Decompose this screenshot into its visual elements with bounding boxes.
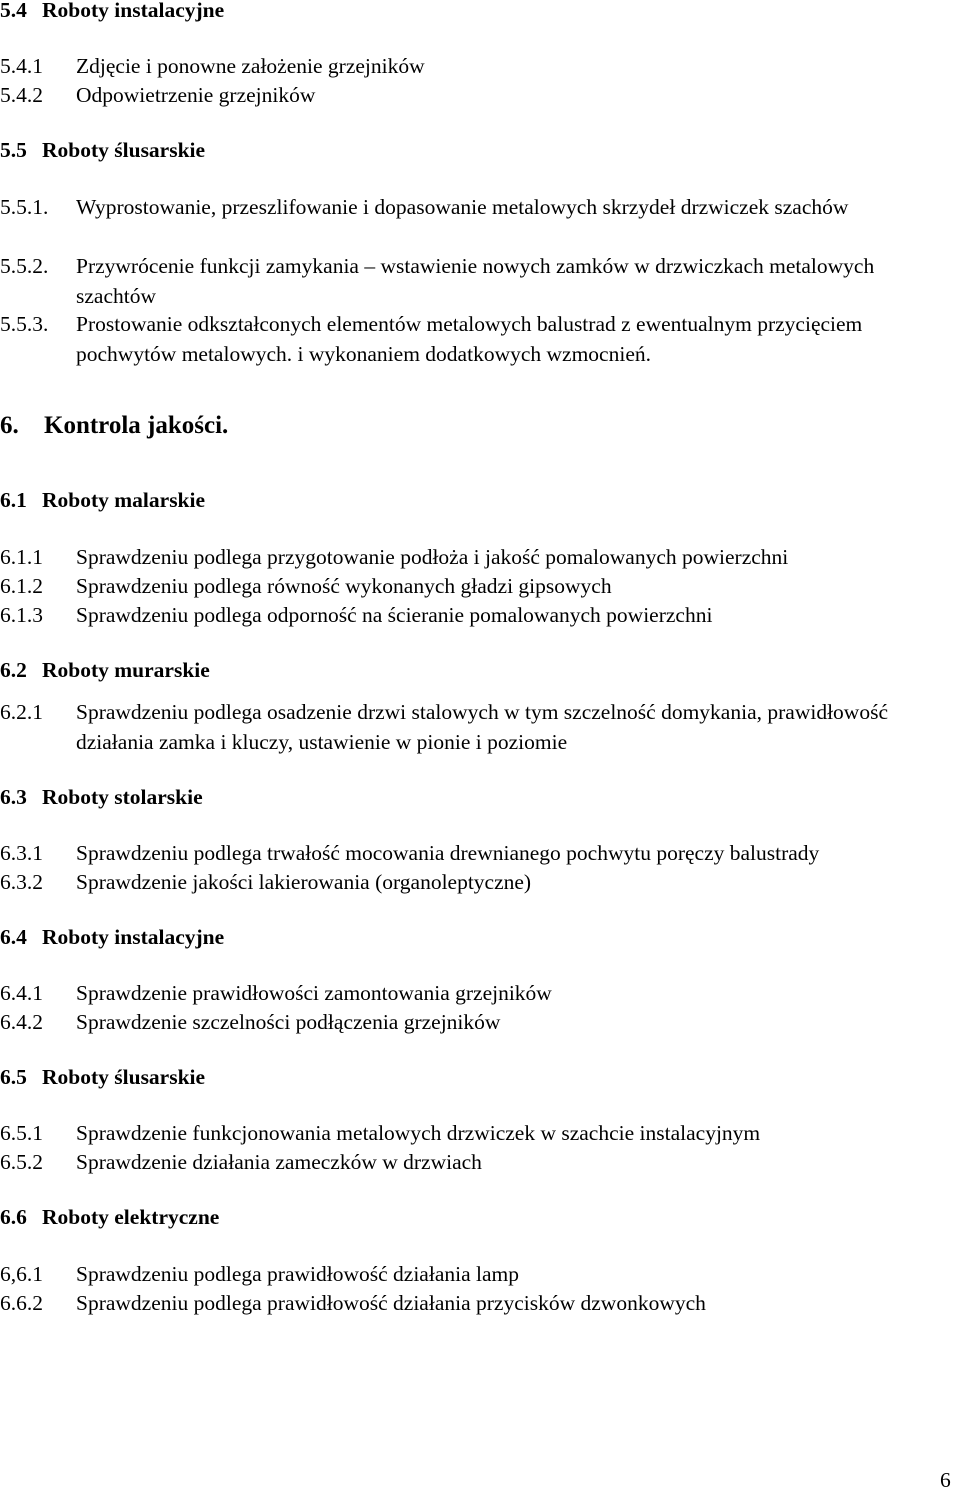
item-5-5-1	[0, 192, 960, 222]
heading-6	[0, 411, 228, 441]
item-text: Sprawdzeniu podlega przygotowanie podłoża i jakość pomalowanych powierzchni	[76, 545, 789, 569]
item-text: Zdjęcie i ponowne założenie grzejników	[76, 54, 425, 78]
item-number: 6.2.1	[0, 700, 43, 724]
heading-number: 6.	[0, 412, 19, 439]
item-number: 6.1.1	[0, 545, 43, 569]
heading-title: Roboty stolarskie	[42, 785, 203, 809]
item-number: 6.5.1	[0, 1121, 43, 1145]
item-text: Sprawdzeniu podlega prawidłowość działania przycisków dzwonkowych	[76, 1291, 706, 1315]
item-text: Sprawdzenie prawidłowości zamontowania grzejników	[76, 981, 552, 1005]
heading-title: Roboty malarskie	[42, 488, 206, 512]
item-number: 6.3.1	[0, 841, 43, 865]
item-number: 5.5.2.	[0, 254, 49, 278]
item-5-5-2	[0, 251, 960, 311]
item-text: Odpowietrzenie grzejników	[76, 83, 316, 107]
heading-6-1	[0, 485, 205, 515]
item-number: 5.4.1	[0, 54, 43, 78]
heading-title: Roboty instalacyjne	[42, 925, 225, 949]
item-text: Przywrócenie funkcji zamykania – wstawienie nowych zamków w drzwiczkach metalowych szachtów	[76, 254, 875, 308]
heading-number: 6.4	[0, 925, 27, 949]
item-6-6-2	[0, 1288, 960, 1318]
heading-title: Roboty ślusarskie	[42, 1065, 206, 1089]
heading-title: Roboty ślusarskie	[42, 138, 206, 162]
heading-number: 6.5	[0, 1065, 27, 1089]
heading-5-5	[0, 135, 205, 165]
page-number: 6	[940, 1468, 951, 1492]
item-6-4-2	[0, 1007, 960, 1037]
item-number: 5.4.2	[0, 83, 43, 107]
item-number: 6,6.1	[0, 1262, 43, 1286]
heading-6-5	[0, 1062, 205, 1092]
heading-number: 5.4	[0, 0, 27, 22]
item-5-4-2	[0, 80, 960, 110]
heading-6-4	[0, 922, 224, 952]
heading-number: 6.6	[0, 1205, 27, 1229]
heading-5-4	[0, 0, 224, 25]
item-6-1-2	[0, 571, 960, 601]
item-text: Sprawdzeniu podlega osadzenie drzwi stalowych w tym szczelność domykania, prawidłowość działania zamka i kluczy, ustawienie w pionie i poziomie	[76, 700, 888, 754]
item-number: 6.5.2	[0, 1150, 43, 1174]
item-number: 5.5.1.	[0, 195, 49, 219]
heading-title: Kontrola jakości.	[44, 412, 229, 439]
item-number: 6.6.2	[0, 1291, 43, 1315]
item-number: 6.4.1	[0, 981, 43, 1005]
heading-6-3	[0, 782, 203, 812]
item-5-4-1	[0, 51, 960, 81]
item-6-1-3	[0, 600, 960, 630]
item-6-4-1	[0, 978, 960, 1008]
item-text: Prostowanie odkształconych elementów metalowych balustrad z ewentualnym przycięciem pochwytów metalowych. i wykonaniem dodatkowych wzmocnień.	[76, 312, 863, 366]
item-6-2-1	[0, 697, 960, 757]
item-text: Sprawdzeniu podlega prawidłowość działania lamp	[76, 1262, 519, 1286]
item-text: Sprawdzenie działania zameczków w drzwiach	[76, 1150, 482, 1174]
item-number: 6.1.3	[0, 603, 43, 627]
item-6-5-2	[0, 1147, 960, 1177]
item-number: 6.4.2	[0, 1010, 43, 1034]
heading-6-6	[0, 1202, 219, 1232]
item-6-3-1	[0, 838, 960, 868]
heading-number: 6.1	[0, 488, 27, 512]
heading-number: 6.2	[0, 658, 27, 682]
heading-title: Roboty instalacyjne	[42, 0, 225, 22]
heading-title: Roboty murarskie	[42, 658, 210, 682]
item-6-3-2	[0, 867, 960, 897]
heading-6-2	[0, 655, 210, 685]
item-number: 5.5.3.	[0, 312, 49, 336]
heading-number: 6.3	[0, 785, 27, 809]
item-number: 6.3.2	[0, 870, 43, 894]
item-text: Sprawdzenie jakości lakierowania (organoleptyczne)	[76, 870, 532, 894]
item-text: Sprawdzeniu podlega odporność na ścieranie pomalowanych powierzchni	[76, 603, 713, 627]
item-number: 6.1.2	[0, 574, 43, 598]
heading-title: Roboty elektryczne	[42, 1205, 220, 1229]
item-5-5-3	[0, 309, 960, 369]
item-6-6-1	[0, 1259, 960, 1289]
heading-number: 5.5	[0, 138, 27, 162]
item-text: Sprawdzenie szczelności podłączenia grzejników	[76, 1010, 501, 1034]
item-text: Sprawdzeniu podlega równość wykonanych gładzi gipsowych	[76, 574, 612, 598]
item-text: Sprawdzenie funkcjonowania metalowych drzwiczek w szachcie instalacyjnym	[76, 1121, 761, 1145]
item-6-5-1	[0, 1118, 960, 1148]
item-text: Wyprostowanie, przeszlifowanie i dopasowanie metalowych skrzydeł drzwiczek szachów	[76, 195, 849, 219]
item-text: Sprawdzeniu podlega trwałość mocowania drewnianego pochwytu poręczy balustrady	[76, 841, 820, 865]
item-6-1-1	[0, 542, 960, 572]
